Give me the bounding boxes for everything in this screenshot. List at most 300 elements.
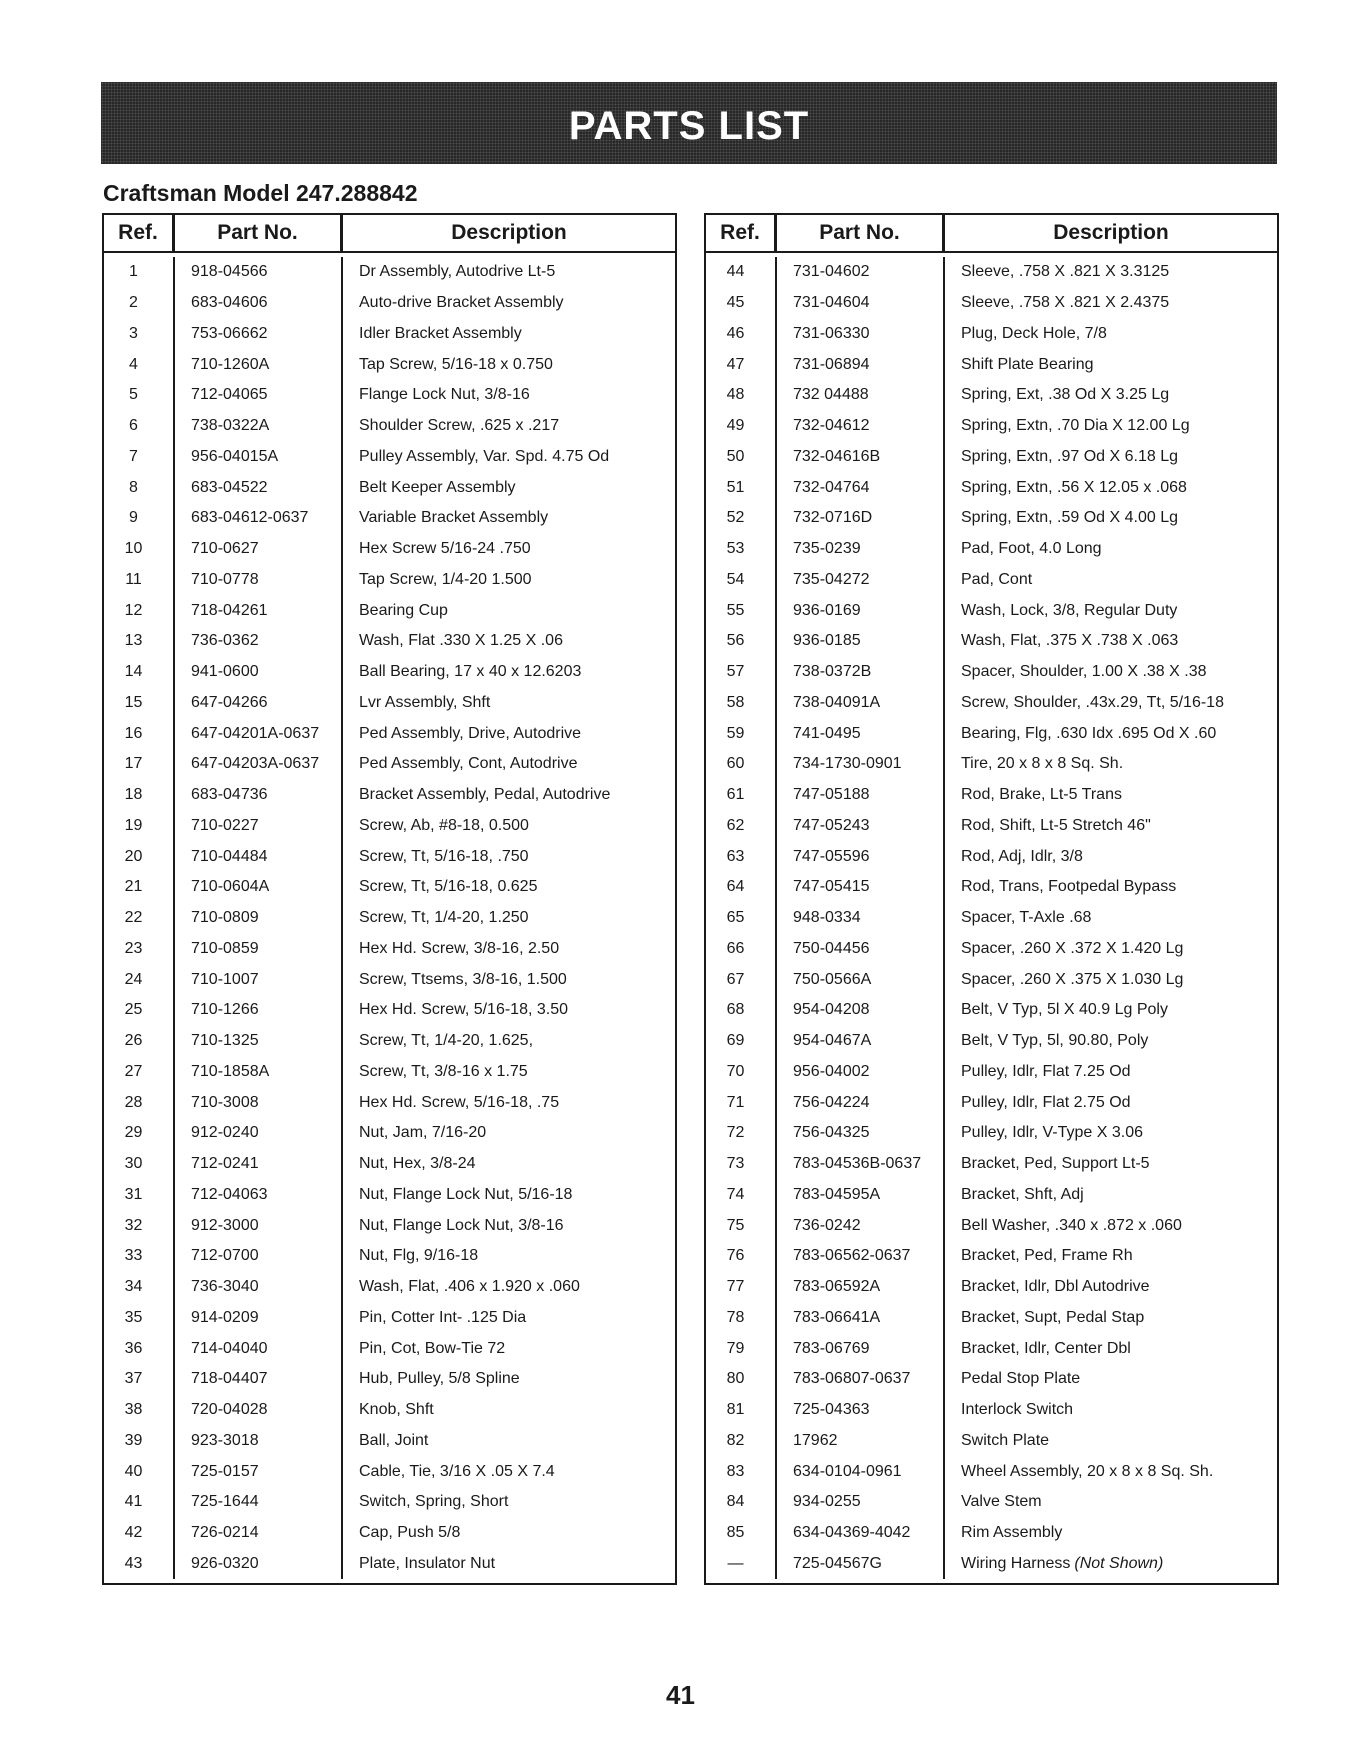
part-number-cell: 710-0227 — [175, 811, 343, 842]
table-row — [706, 934, 1277, 965]
description-cell — [343, 934, 675, 965]
ref-cell: 9 — [104, 503, 175, 534]
description-cell — [945, 1026, 1277, 1057]
description-text: Bearing Cup — [359, 601, 448, 619]
description-text: Bracket Assembly, Pedal, Autodrive — [359, 786, 611, 804]
description-cell — [343, 1395, 675, 1426]
description-text: Knob, Shft — [359, 1401, 434, 1419]
description-cell — [343, 872, 675, 903]
description-cell — [343, 565, 675, 596]
description-cell — [945, 257, 1277, 288]
description-cell — [343, 626, 675, 657]
ref-cell: 56 — [706, 626, 777, 657]
ref-cell: 64 — [706, 872, 777, 903]
table-row — [104, 1487, 675, 1518]
description-cell — [343, 503, 675, 534]
ref-cell: 66 — [706, 934, 777, 965]
description-text: Bell Washer, .340 x .872 x .060 — [961, 1216, 1182, 1234]
table-row — [706, 1364, 1277, 1395]
table-row — [104, 1180, 675, 1211]
part-number-cell: 17962 — [777, 1426, 945, 1457]
description-text: Dr Assembly, Autodrive Lt-5 — [359, 263, 556, 281]
table-row — [706, 1180, 1277, 1211]
part-number-cell: 926-0320 — [175, 1549, 343, 1580]
part-number-cell: 741-0495 — [777, 718, 945, 749]
ref-cell: 84 — [706, 1487, 777, 1518]
ref-cell: 63 — [706, 841, 777, 872]
description-text: Ped Assembly, Cont, Autodrive — [359, 755, 578, 773]
description-text: Screw, Ttsems, 3/8-16, 1.500 — [359, 970, 567, 988]
description-cell — [343, 1518, 675, 1549]
description-text: Nut, Hex, 3/8-24 — [359, 1155, 476, 1173]
banner-title: PARTS LIST — [568, 103, 810, 148]
table-row — [104, 1549, 675, 1580]
part-number-cell: 956-04015A — [175, 442, 343, 473]
description-text: Wash, Flat .330 X 1.25 X .06 — [359, 632, 563, 650]
ref-cell: 36 — [104, 1333, 175, 1364]
part-number-cell: 783-06641A — [777, 1303, 945, 1334]
table-row — [104, 718, 675, 749]
table-row — [706, 780, 1277, 811]
description-cell — [945, 1395, 1277, 1426]
description-cell — [945, 872, 1277, 903]
ref-cell: 16 — [104, 718, 175, 749]
description-cell — [343, 534, 675, 565]
description-cell — [945, 1426, 1277, 1457]
description-text: Rod, Trans, Footpedal Bypass — [961, 878, 1177, 896]
ref-cell: 28 — [104, 1087, 175, 1118]
ref-cell: 23 — [104, 934, 175, 965]
table-row — [104, 1364, 675, 1395]
ref-cell: 29 — [104, 1118, 175, 1149]
part-number-cell: 783-06769 — [777, 1333, 945, 1364]
ref-cell: 3 — [104, 319, 175, 350]
ref-cell: 42 — [104, 1518, 175, 1549]
description-cell — [343, 257, 675, 288]
description-cell — [945, 595, 1277, 626]
table-row — [706, 565, 1277, 596]
table-row — [706, 1057, 1277, 1088]
description-text: Screw, Ab, #8-18, 0.500 — [359, 816, 529, 834]
description-text: Rod, Adj, Idlr, 3/8 — [961, 847, 1083, 865]
description-text: Pulley, Idlr, Flat 7.25 Od — [961, 1062, 1131, 1080]
part-number-cell: 783-04536B-0637 — [777, 1149, 945, 1180]
part-number-cell: 735-0239 — [777, 534, 945, 565]
description-cell — [343, 472, 675, 503]
description-cell — [343, 841, 675, 872]
description-text: Nut, Flg, 9/16-18 — [359, 1247, 479, 1265]
part-number-cell: 710-3008 — [175, 1087, 343, 1118]
description-cell — [343, 1149, 675, 1180]
part-number-cell: 954-0467A — [777, 1026, 945, 1057]
description-text: Hex Hd. Screw, 5/16-18, 3.50 — [359, 1001, 568, 1019]
description-cell — [945, 1518, 1277, 1549]
part-number-cell: 738-04091A — [777, 688, 945, 719]
description-cell — [343, 1364, 675, 1395]
part-number-cell: 710-1325 — [175, 1026, 343, 1057]
description-text: Pad, Foot, 4.0 Long — [961, 540, 1102, 558]
part-number-cell: 756-04224 — [777, 1087, 945, 1118]
ref-cell: 30 — [104, 1149, 175, 1180]
part-number-cell: 710-1260A — [175, 349, 343, 380]
part-number-cell: 732 04488 — [777, 380, 945, 411]
table-row — [104, 1272, 675, 1303]
description-text: Wash, Flat, .375 X .738 X .063 — [961, 632, 1179, 650]
ref-cell: 27 — [104, 1057, 175, 1088]
description-cell — [945, 1118, 1277, 1149]
description-cell — [945, 1272, 1277, 1303]
ref-cell: 76 — [706, 1241, 777, 1272]
ref-cell: 40 — [104, 1456, 175, 1487]
part-number-cell: 647-04201A-0637 — [175, 718, 343, 749]
table-row — [706, 442, 1277, 473]
part-number-cell: 750-04456 — [777, 934, 945, 965]
table-row — [104, 565, 675, 596]
description-cell — [945, 1210, 1277, 1241]
ref-cell: 70 — [706, 1057, 777, 1088]
part-number-cell: 710-0604A — [175, 872, 343, 903]
table-row — [706, 688, 1277, 719]
part-number-cell: 647-04266 — [175, 688, 343, 719]
description-text: Ball, Joint — [359, 1431, 429, 1449]
table-row — [104, 1395, 675, 1426]
ref-cell: 72 — [706, 1118, 777, 1149]
ref-cell: 13 — [104, 626, 175, 657]
table-row — [104, 1210, 675, 1241]
table-row — [104, 472, 675, 503]
ref-cell: 7 — [104, 442, 175, 473]
description-cell — [945, 1149, 1277, 1180]
description-text: Hex Screw 5/16-24 .750 — [359, 540, 531, 558]
part-number-cell: 726-0214 — [175, 1518, 343, 1549]
description-text: Idler Bracket Assembly — [359, 324, 522, 342]
part-number-cell: 732-04612 — [777, 411, 945, 442]
part-number-cell: 718-04407 — [175, 1364, 343, 1395]
table-row — [706, 718, 1277, 749]
part-number-cell: 756-04325 — [777, 1118, 945, 1149]
table-row — [104, 995, 675, 1026]
table-row — [104, 349, 675, 380]
header-part-no: Part No. — [175, 215, 343, 251]
part-number-cell: 710-0627 — [175, 534, 343, 565]
table-row — [706, 1149, 1277, 1180]
description-text: Screw, Tt, 1/4-20, 1.250 — [359, 909, 529, 927]
ref-cell: 39 — [104, 1426, 175, 1457]
part-number-cell: 783-04595A — [777, 1180, 945, 1211]
description-text: Nut, Flange Lock Nut, 5/16-18 — [359, 1185, 573, 1203]
table-row — [104, 1087, 675, 1118]
description-text: Pedal Stop Plate — [961, 1370, 1081, 1388]
part-number-cell: 720-04028 — [175, 1395, 343, 1426]
part-number-cell: 735-04272 — [777, 565, 945, 596]
part-number-cell: 747-05596 — [777, 841, 945, 872]
part-number-cell: 736-0362 — [175, 626, 343, 657]
description-cell — [343, 1426, 675, 1457]
description-text: Pulley, Idlr, Flat 2.75 Od — [961, 1093, 1131, 1111]
description-text: Tap Screw, 1/4-20 1.500 — [359, 570, 532, 588]
ref-cell: 54 — [706, 565, 777, 596]
description-cell — [343, 442, 675, 473]
ref-cell: 11 — [104, 565, 175, 596]
description-cell — [945, 1456, 1277, 1487]
ref-cell: 45 — [706, 288, 777, 319]
description-cell — [343, 1549, 675, 1580]
table-row — [706, 1456, 1277, 1487]
description-text: Bracket, Ped, Frame Rh — [961, 1247, 1133, 1265]
description-cell — [343, 811, 675, 842]
description-cell — [343, 964, 675, 995]
ref-cell: 19 — [104, 811, 175, 842]
ref-cell: 61 — [706, 780, 777, 811]
ref-cell: 25 — [104, 995, 175, 1026]
description-text: Switch Plate — [961, 1431, 1050, 1449]
ref-cell: 50 — [706, 442, 777, 473]
part-number-cell: 783-06807-0637 — [777, 1364, 945, 1395]
description-cell — [343, 718, 675, 749]
header-ref: Ref. — [104, 215, 175, 251]
description-cell — [945, 1180, 1277, 1211]
description-cell — [945, 903, 1277, 934]
part-number-cell: 725-04567G — [777, 1549, 945, 1580]
parts-list-banner — [101, 82, 1277, 164]
ref-cell: 52 — [706, 503, 777, 534]
part-number-cell: 936-0185 — [777, 626, 945, 657]
part-number-cell: 710-0778 — [175, 565, 343, 596]
ref-cell: 4 — [104, 349, 175, 380]
description-text: Plug, Deck Hole, 7/8 — [961, 324, 1107, 342]
header-description: Description — [1053, 221, 1169, 244]
part-number-cell: 753-06662 — [175, 319, 343, 350]
table-body — [104, 253, 675, 1583]
part-number-cell: 941-0600 — [175, 657, 343, 688]
description-cell — [945, 380, 1277, 411]
table-row — [706, 872, 1277, 903]
part-number-cell: 731-06894 — [777, 349, 945, 380]
table-row — [104, 780, 675, 811]
description-cell — [945, 1487, 1277, 1518]
table-row — [706, 1518, 1277, 1549]
table-row — [706, 1395, 1277, 1426]
description-text: Wash, Lock, 3/8, Regular Duty — [961, 601, 1178, 619]
description-text: Rim Assembly — [961, 1524, 1063, 1542]
description-text: Screw, Tt, 5/16-18, .750 — [359, 847, 529, 865]
table-row — [104, 319, 675, 350]
ref-cell: 37 — [104, 1364, 175, 1395]
ref-cell: 10 — [104, 534, 175, 565]
table-row — [706, 1210, 1277, 1241]
part-number-cell: 710-1007 — [175, 964, 343, 995]
description-cell — [945, 319, 1277, 350]
ref-cell: 74 — [706, 1180, 777, 1211]
table-row — [706, 1087, 1277, 1118]
ref-cell: 26 — [104, 1026, 175, 1057]
ref-cell: 62 — [706, 811, 777, 842]
description-text: Belt Keeper Assembly — [359, 478, 516, 496]
description-cell — [945, 1057, 1277, 1088]
description-cell — [343, 657, 675, 688]
part-number-cell: 956-04002 — [777, 1057, 945, 1088]
ref-cell: 2 — [104, 288, 175, 319]
description-cell — [945, 934, 1277, 965]
description-text: Belt, V Typ, 5l X 40.9 Lg Poly — [961, 1001, 1168, 1019]
table-row — [706, 411, 1277, 442]
part-number-cell: 725-04363 — [777, 1395, 945, 1426]
description-text: Spring, Ext, .38 Od X 3.25 Lg — [961, 386, 1170, 404]
description-text: Nut, Jam, 7/16-20 — [359, 1124, 487, 1142]
ref-cell: 71 — [706, 1087, 777, 1118]
description-cell — [343, 1180, 675, 1211]
table-row — [706, 534, 1277, 565]
table-row — [706, 1333, 1277, 1364]
description-text: Ball Bearing, 17 x 40 x 12.6203 — [359, 663, 582, 681]
table-header — [104, 215, 675, 253]
description-text: Interlock Switch — [961, 1401, 1074, 1419]
ref-cell: 48 — [706, 380, 777, 411]
ref-cell: 49 — [706, 411, 777, 442]
table-row — [706, 1487, 1277, 1518]
description-cell — [945, 780, 1277, 811]
description-text: Bearing, Flg, .630 Idx .695 Od X .60 — [961, 724, 1217, 742]
ref-cell: 59 — [706, 718, 777, 749]
description-text: Rod, Shift, Lt-5 Stretch 46" — [961, 816, 1151, 834]
table-row — [104, 1456, 675, 1487]
part-number-cell: 918-04566 — [175, 257, 343, 288]
ref-cell: 8 — [104, 472, 175, 503]
description-text: Screw, Tt, 5/16-18, 0.625 — [359, 878, 538, 896]
part-number-cell: 783-06592A — [777, 1272, 945, 1303]
description-cell — [343, 349, 675, 380]
ref-cell: 15 — [104, 688, 175, 719]
description-cell — [945, 1333, 1277, 1364]
ref-cell: 38 — [104, 1395, 175, 1426]
description-cell — [945, 534, 1277, 565]
description-cell — [945, 1303, 1277, 1334]
description-text: Pulley Assembly, Var. Spd. 4.75 Od — [359, 447, 610, 465]
description-text: Lvr Assembly, Shft — [359, 693, 491, 711]
ref-cell: 69 — [706, 1026, 777, 1057]
description-text: Bracket, Shft, Adj — [961, 1185, 1084, 1203]
description-text: Shift Plate Bearing — [961, 355, 1094, 373]
description-cell — [343, 319, 675, 350]
description-cell — [945, 288, 1277, 319]
description-text: Sleeve, .758 X .821 X 2.4375 — [961, 294, 1170, 312]
ref-cell: 44 — [706, 257, 777, 288]
description-cell — [343, 1487, 675, 1518]
description-text: Bracket, Supt, Pedal Stap — [961, 1308, 1145, 1326]
description-text: Variable Bracket Assembly — [359, 509, 549, 527]
ref-cell: 43 — [104, 1549, 175, 1580]
description-cell — [945, 349, 1277, 380]
part-number-cell: 736-3040 — [175, 1272, 343, 1303]
part-number-cell: 647-04203A-0637 — [175, 749, 343, 780]
description-cell — [945, 657, 1277, 688]
part-number-cell: 914-0209 — [175, 1303, 343, 1334]
part-number-cell: 738-0322A — [175, 411, 343, 442]
ref-cell: 55 — [706, 595, 777, 626]
part-number-cell: 934-0255 — [777, 1487, 945, 1518]
description-text: Hex Hd. Screw, 5/16-18, .75 — [359, 1093, 560, 1111]
description-text: Spacer, Shoulder, 1.00 X .38 X .38 — [961, 663, 1207, 681]
table-row — [706, 995, 1277, 1026]
description-cell — [945, 995, 1277, 1026]
description-cell — [945, 964, 1277, 995]
table-row — [104, 749, 675, 780]
ref-cell: 21 — [104, 872, 175, 903]
part-number-cell: 954-04208 — [777, 995, 945, 1026]
description-text: Screw, Tt, 3/8-16 x 1.75 — [359, 1062, 528, 1080]
description-text: Spring, Extn, .97 Od X 6.18 Lg — [961, 447, 1179, 465]
part-number-cell: 725-1644 — [175, 1487, 343, 1518]
table-row — [706, 472, 1277, 503]
description-cell — [343, 1272, 675, 1303]
ref-cell: 60 — [706, 749, 777, 780]
table-row — [104, 841, 675, 872]
description-text: Bracket, Idlr, Center Dbl — [961, 1339, 1131, 1357]
table-row — [104, 903, 675, 934]
ref-cell: 79 — [706, 1333, 777, 1364]
description-cell — [343, 749, 675, 780]
description-cell — [343, 1057, 675, 1088]
part-number-cell: 948-0334 — [777, 903, 945, 934]
description-text: Pad, Cont — [961, 570, 1033, 588]
table-row — [706, 903, 1277, 934]
description-text: Wash, Flat, .406 x 1.920 x .060 — [359, 1278, 580, 1296]
part-number-cell: 734-1730-0901 — [777, 749, 945, 780]
page-number: 41 — [666, 1680, 695, 1710]
table-row — [706, 964, 1277, 995]
ref-cell: 83 — [706, 1456, 777, 1487]
description-cell — [343, 380, 675, 411]
ref-cell: 32 — [104, 1210, 175, 1241]
description-text: Spring, Extn, .56 X 12.05 x .068 — [961, 478, 1187, 496]
table-row — [104, 811, 675, 842]
table-row — [104, 1518, 675, 1549]
description-cell — [945, 811, 1277, 842]
description-cell — [343, 780, 675, 811]
description-text: Spring, Extn, .70 Dia X 12.00 Lg — [961, 417, 1190, 435]
part-number-cell: 783-06562-0637 — [777, 1241, 945, 1272]
table-row — [104, 934, 675, 965]
table-row — [104, 534, 675, 565]
part-number-cell: 683-04612-0637 — [175, 503, 343, 534]
ref-cell: 22 — [104, 903, 175, 934]
description-cell — [945, 1549, 1277, 1580]
part-number-cell: 912-0240 — [175, 1118, 343, 1149]
part-number-cell: 710-1266 — [175, 995, 343, 1026]
part-number-cell: 725-0157 — [175, 1456, 343, 1487]
part-number-cell: 710-0859 — [175, 934, 343, 965]
table-row — [706, 657, 1277, 688]
ref-cell: 6 — [104, 411, 175, 442]
part-number-cell: 712-04065 — [175, 380, 343, 411]
ref-cell: 12 — [104, 595, 175, 626]
description-cell — [343, 411, 675, 442]
ref-cell: 14 — [104, 657, 175, 688]
description-cell — [343, 688, 675, 719]
ref-cell: 46 — [706, 319, 777, 350]
table-header — [706, 215, 1277, 253]
description-text: Belt, V Typ, 5l, 90.80, Poly — [961, 1032, 1149, 1050]
description-text: Bracket, Ped, Support Lt-5 — [961, 1155, 1150, 1173]
table-row — [706, 841, 1277, 872]
description-text: Shoulder Screw, .625 x .217 — [359, 417, 560, 435]
table-row — [104, 380, 675, 411]
description-note: (Not Shown) — [1074, 1554, 1164, 1572]
ref-cell: 41 — [104, 1487, 175, 1518]
description-text: Pulley, Idlr, V-Type X 3.06 — [961, 1124, 1144, 1142]
description-cell — [945, 688, 1277, 719]
description-cell — [343, 1333, 675, 1364]
